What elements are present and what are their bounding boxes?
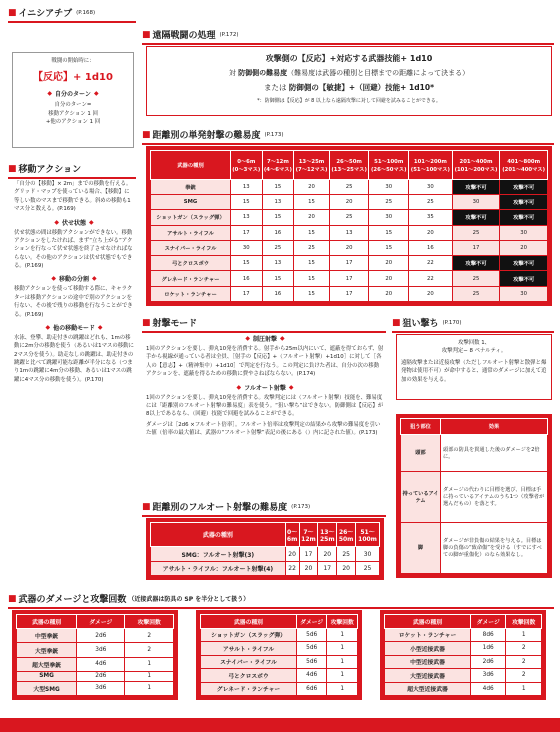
table-cell: ショットガン（スラッグ弾）: [151, 210, 231, 225]
table-row: [201, 655, 358, 669]
table-row: [401, 522, 548, 573]
table-cell: 16: [409, 240, 453, 255]
table-cell: 16: [262, 225, 294, 240]
table-row: [201, 642, 358, 656]
table-cell: 2: [125, 629, 174, 643]
table-row: [17, 681, 174, 695]
move-title: 移動アクション: [18, 165, 82, 175]
table-cell: 17: [452, 240, 500, 255]
table-cell: 大型近接武器: [385, 669, 471, 683]
table-cell: SMG：フルオート射撃(3): [151, 547, 286, 561]
table-cell: 17: [329, 286, 369, 301]
table-cell: 13: [329, 225, 369, 240]
table-cell: 小型近接武器: [385, 642, 471, 656]
table-cell: 13: [262, 256, 294, 271]
table-cell: 攻撃不可: [500, 256, 548, 271]
table-cell: 25: [409, 195, 453, 210]
table-cell: 22: [409, 271, 453, 286]
table-cell: 17: [231, 286, 263, 301]
table-cell: 25: [356, 561, 380, 575]
dist-header: 101～200m (51～100マス): [409, 151, 453, 180]
dist-header: 13～25m (7～12マス): [294, 151, 330, 180]
table-cell: 攻撃不可: [500, 179, 548, 194]
damage-header: 武器の種別: [17, 615, 77, 629]
table-cell: グレネード・ランチャー: [151, 271, 231, 286]
table-cell: 15: [369, 240, 409, 255]
table-cell: 4d6: [296, 669, 326, 683]
footer-bar: [0, 718, 560, 732]
table-cell: 8d6: [471, 628, 506, 642]
dist-header: 26～50m (13～25マス): [329, 151, 369, 180]
table-row: [385, 642, 542, 656]
table-cell: 25: [329, 210, 369, 225]
table-cell: 1: [327, 682, 358, 696]
table-cell: 20: [409, 286, 453, 301]
table-cell: 20: [294, 179, 330, 194]
table-cell: 30: [231, 240, 263, 255]
table-cell: 中型拳銃: [17, 629, 77, 643]
table-cell: 頭部: [401, 434, 441, 471]
aim-header: 狙う部位: [401, 419, 441, 435]
table-row: [201, 669, 358, 683]
firemode-title: 射撃モード: [152, 319, 198, 329]
table-cell: 25: [369, 195, 409, 210]
initiative-title: イニシアチブ: [18, 9, 73, 19]
table-cell: 攻撃不可: [500, 210, 548, 225]
fa-header: 7～ 12m: [299, 523, 318, 547]
table-row: [385, 628, 542, 642]
fa-header: 0～ 6m: [285, 523, 299, 547]
table-cell: 大型拳銃: [17, 643, 77, 657]
table-cell: 17: [318, 561, 337, 575]
table-cell: 1: [327, 669, 358, 683]
dist-header: 201～400m (101～200マス): [452, 151, 500, 180]
table-cell: 22: [409, 256, 453, 271]
table-cell: 4d6: [471, 682, 506, 696]
table-cell: スナイパー・ライフル: [201, 655, 297, 669]
table-row: [401, 471, 548, 522]
table-cell: 15: [294, 256, 330, 271]
table-cell: ダメージの代わりに目標を選び、目標は手に持っているアイテムのうち1つ（攻撃者が選んだもの）を落とす。: [441, 471, 548, 522]
table-cell: ロケット・ランチャー: [385, 628, 471, 642]
table-cell: 30: [369, 210, 409, 225]
table-row: [385, 655, 542, 669]
table-row: [17, 643, 174, 657]
table-cell: 30: [369, 179, 409, 194]
firemode-section: ◆ 制圧射撃 ◆ 1回のアクションを要し、弾丸10発を消費する。射手から25m以内にいて、遮蔽を得ておらず、射手から視線が通っている者は全員、［射手の【反応】+（フルオート射撃）+1d10］に対して［各人の【意志】+（精神集中）+1d10］で判定を行なう。この判定に負けた者は、自分の次の移動アクションを、遮蔽を得るための移動に費やさねばならない。(P.174) ◆ フルオート射撃 ◆ 1回のアクションを要し、弾丸10発を消費する。攻撃判定には（フルオート射撃）技能を、難易度には「距離別のフルオート射撃の難易度」表を使う。“狙い撃ち”はできない。防御側は【反応】が8以上であるなら、（回避）技能で回避を試みることができる。 ダメージは［2d6 ×フルオート倍率］。フルオート倍率は攻撃判定の結果から攻撃の難易度を引いた値（倍率の最大値は、武器の“フルオート射撃”表記の後にある（）内に記された値）。(P.173): [146, 335, 384, 436]
table-cell: 弓とクロスボウ: [151, 256, 231, 271]
table-row: [401, 434, 548, 471]
table-row: [385, 682, 542, 696]
table-cell: 25: [452, 286, 500, 301]
table-cell: 弓とクロスボウ: [201, 669, 297, 683]
table-row: [151, 195, 548, 210]
aim-box: 攻撃回数 1、 攻撃判定− 8 ペナルティ。 遠隔攻撃または近接攻撃（ただしフルオート射撃と散弾と爆発物は使用不可）が命中すると、通常のダメージに加えて追加の効果を与える。: [396, 334, 552, 400]
table-cell: 15: [294, 271, 330, 286]
table-cell: 15: [231, 256, 263, 271]
table-cell: 20: [329, 240, 369, 255]
dist-header: 0～6m (0～3マス): [231, 151, 263, 180]
table-cell: 頭部の防具を貫通した後のダメージを2倍に。: [441, 434, 548, 471]
table-cell: アサルト・ライフル: [201, 642, 297, 656]
table-cell: 中型近接武器: [385, 655, 471, 669]
damage-header: 武器の種別: [385, 615, 471, 629]
table-row: [17, 629, 174, 643]
table-cell: 攻撃不可: [452, 256, 500, 271]
table-cell: 30: [500, 225, 548, 240]
table-cell: 1: [125, 681, 174, 695]
table-cell: 1: [327, 642, 358, 656]
table-cell: 35: [409, 210, 453, 225]
table-cell: 25: [337, 547, 356, 561]
initiative-box: 戦闘の開始時に： 【反応】+ 1d10 ◆ 自分のターン ◆ 自分のターン= 移動アクション 1 回 +他のアクション 1 回: [12, 52, 134, 148]
table-cell: 17: [329, 271, 369, 286]
damage-header: ダメージ: [471, 615, 506, 629]
table-cell: 25: [452, 225, 500, 240]
table-cell: 15: [262, 210, 294, 225]
dist-table-box: [146, 146, 552, 306]
damage-table-1: [12, 610, 178, 700]
table-cell: 20: [369, 256, 409, 271]
table-cell: SMG: [151, 195, 231, 210]
table-cell: 1d6: [471, 642, 506, 656]
table-cell: 15: [294, 225, 330, 240]
table-row: [385, 669, 542, 683]
table-cell: 3d6: [77, 681, 125, 695]
table-cell: 13: [231, 210, 263, 225]
table-cell: 15: [369, 225, 409, 240]
table-cell: スナイパー・ライフル: [151, 240, 231, 255]
table-cell: 超大型拳銃: [17, 657, 77, 671]
table-cell: 15: [294, 195, 330, 210]
table-cell: ショットガン（スラッグ弾）: [201, 628, 297, 642]
table-cell: 3d6: [77, 643, 125, 657]
table-cell: 22: [285, 561, 299, 575]
table-cell: 20: [337, 561, 356, 575]
table-cell: 16: [262, 286, 294, 301]
table-row: [151, 225, 548, 240]
table-cell: 30: [409, 179, 453, 194]
table-cell: 2d6: [77, 629, 125, 643]
table-cell: SMG: [17, 671, 77, 681]
table-cell: アサルト・ライフル：フルオート射撃(4): [151, 561, 286, 575]
table-cell: 17: [329, 256, 369, 271]
damage-title: 武器のダメージと攻撃回数: [18, 595, 127, 605]
dist-header: 401～800m (201～400マス): [500, 151, 548, 180]
table-cell: 15: [262, 271, 294, 286]
damage-header: 武器の種別: [201, 615, 297, 629]
dist-header: 武器の種別: [151, 151, 231, 180]
table-cell: 30: [452, 195, 500, 210]
dist-header: 51～100m (26～50マス): [369, 151, 409, 180]
table-row: [151, 286, 548, 301]
damage-header: 攻撃回数: [327, 615, 358, 629]
table-cell: 5d6: [296, 655, 326, 669]
table-cell: 13: [262, 195, 294, 210]
table-cell: ロケット・ランチャー: [151, 286, 231, 301]
table-cell: 15: [262, 179, 294, 194]
fa-header: 13～ 25m: [318, 523, 337, 547]
table-row: [201, 682, 358, 696]
initiative-formula: 【反応】+ 1d10: [33, 72, 113, 84]
aim-header: 効果: [441, 419, 548, 435]
table-cell: 25: [329, 179, 369, 194]
table-cell: 30: [356, 547, 380, 561]
table-row: [151, 271, 548, 286]
table-cell: 1: [506, 682, 542, 696]
table-cell: 拳銃: [151, 179, 231, 194]
table-cell: 攻撃不可: [500, 271, 548, 286]
table-cell: ダメージが非負傷の結果を与える。目標は脚の負傷の“致命傷”を受ける（すでにすべての脚が重傷化）のなら効果なし。: [441, 522, 548, 573]
table-row: [151, 256, 548, 271]
table-cell: 20: [369, 271, 409, 286]
table-cell: 20: [409, 225, 453, 240]
table-cell: 2d6: [77, 671, 125, 681]
table-cell: 13: [231, 179, 263, 194]
table-cell: 超大型近接武器: [385, 682, 471, 696]
aim-title: 狙い撃ち: [402, 319, 439, 329]
table-row: [151, 240, 548, 255]
table-row: [151, 547, 380, 561]
table-cell: 4d6: [77, 657, 125, 671]
dist-header: 7～12m (4～6マス): [262, 151, 294, 180]
table-cell: 17: [231, 225, 263, 240]
damage-table-2: [196, 610, 362, 700]
table-cell: アサルト・ライフル: [151, 225, 231, 240]
table-cell: 1: [125, 671, 174, 681]
fullauto-title: 距離別のフルオート射撃の難易度: [152, 503, 288, 513]
table-cell: 25: [262, 240, 294, 255]
damage-header: 攻撃回数: [125, 615, 174, 629]
table-cell: 20: [500, 240, 548, 255]
table-row: [17, 671, 174, 681]
table-cell: 2d6: [471, 655, 506, 669]
table-cell: 15: [294, 286, 330, 301]
table-row: [17, 657, 174, 671]
table-cell: 2: [506, 669, 542, 683]
table-cell: 25: [452, 271, 500, 286]
damage-table-3: [380, 610, 546, 700]
table-cell: 20: [294, 210, 330, 225]
ranged-title: 遠隔戦闘の処理: [152, 31, 216, 41]
table-cell: 攻撃不可: [452, 210, 500, 225]
table-cell: 2: [125, 643, 174, 657]
dist-title: 距離別の単発射撃の難易度: [152, 131, 261, 141]
table-cell: 25: [294, 240, 330, 255]
table-cell: 攻撃不可: [452, 179, 500, 194]
table-cell: 30: [500, 286, 548, 301]
table-cell: 20: [299, 561, 318, 575]
move-section: 「自分の【移動】× 2m」までの移動を行える。グリッド・マップを使っている場合、【移動】に等しい数のマスまで移動できる。斜めの移動も1マス分と数える。(P.169) ◆ 伏せ状態 ◆ 伏せ状態の間は移動アクションができない。移動アクションをしたければ、まず“立ち上がる”アクションを行なって伏せ状態を終了させなければならない。その他のアクションは伏せ状態でもできる。(P.169) ◆ 移動の分割 ◆ 移動アクションを使って移動する際に、キャラクターは移動アクションの途中で別のアクションを行ない、その後で残りの移動を行なうことができる。(P.169) ◆ 他の移動モード ◆ 水泳、登攀、助走付きの跳躍はどれも、1mの移動に2m分の移動を使う（あるいは1マスの移動に2マス分を使う）。助走なしの跳躍は、助走付きの跳躍と比べて跳躍可能な距離が半分になる（つまり1mの跳躍に4m分の移動、あるいは1マスの跳躍に4マス分の移動を使う）。(P.170): [14, 181, 134, 383]
table-cell: グレネード・ランチャー: [201, 682, 297, 696]
damage-header: ダメージ: [77, 615, 125, 629]
table-cell: 1: [327, 655, 358, 669]
table-cell: 1: [506, 628, 542, 642]
table-cell: 20: [369, 286, 409, 301]
table-cell: 15: [231, 195, 263, 210]
table-cell: 16: [231, 271, 263, 286]
table-row: [151, 179, 548, 194]
table-cell: 3d6: [471, 669, 506, 683]
ranged-box: 攻撃側の【反応】+対応する武器技能+ 1d10 対 防御側の難易度（難易度は武器の種別と目標までの距離によって決まる） または 防御側の【敏捷】+（回避）技能+ 1d10* *：防御側は【反応】が 8 以上なら遠隔攻撃に対して回避を試みることができる。: [146, 46, 552, 116]
table-cell: 大型SMG: [17, 681, 77, 695]
damage-header: ダメージ: [296, 615, 326, 629]
damage-header: 攻撃回数: [506, 615, 542, 629]
fullauto-table-box: [146, 518, 384, 580]
table-cell: 1: [125, 657, 174, 671]
fa-header: 51～ 100m: [356, 523, 380, 547]
table-row: [151, 210, 548, 225]
fa-header: 武器の種別: [151, 523, 286, 547]
table-cell: 5d6: [296, 628, 326, 642]
table-cell: 1: [327, 628, 358, 642]
table-row: [151, 561, 380, 575]
table-row: [201, 628, 358, 642]
table-cell: 6d6: [296, 682, 326, 696]
table-cell: 攻撃不可: [500, 195, 548, 210]
table-cell: 2: [506, 642, 542, 656]
aim-parts-box: [396, 414, 552, 578]
table-cell: 持っているアイテム: [401, 471, 441, 522]
table-cell: 20: [285, 547, 299, 561]
table-cell: 20: [329, 195, 369, 210]
table-cell: 5d6: [296, 642, 326, 656]
table-cell: 17: [299, 547, 318, 561]
fa-header: 26～ 50m: [337, 523, 356, 547]
table-cell: 20: [318, 547, 337, 561]
table-cell: 2: [506, 655, 542, 669]
table-cell: 脚: [401, 522, 441, 573]
